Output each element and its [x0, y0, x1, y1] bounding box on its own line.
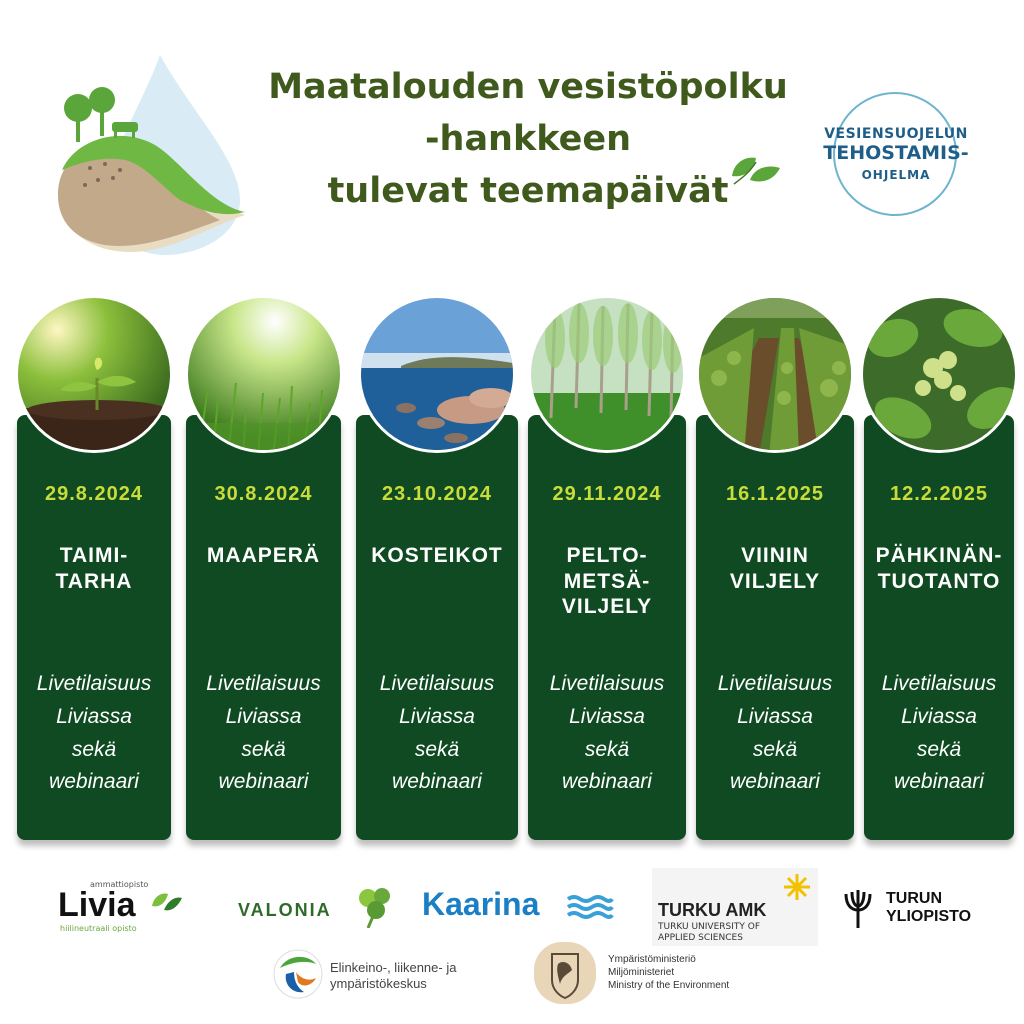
- event-theme: PELTO- METSÄ- VILJELY: [561, 544, 653, 619]
- event-theme: VIININ VILJELY: [729, 544, 821, 593]
- turun-yliopisto-logo: [838, 886, 988, 930]
- event-date: 16.1.2025: [726, 483, 824, 505]
- event-card-1: [17, 415, 171, 840]
- event-date: 30.8.2024: [214, 483, 313, 505]
- title-line-1: Maatalouden vesistöpolku: [268, 67, 788, 107]
- sun-icon: [782, 872, 812, 902]
- kaarina-name: Kaarina: [422, 886, 540, 922]
- event-theme: TAIMI- TARHA: [55, 544, 133, 593]
- event-date: 23.10.2024: [381, 483, 493, 505]
- turun-yliopisto-line-2: YLIOPISTO: [886, 908, 972, 925]
- ely-line-2: ympäristökeskus: [330, 976, 427, 991]
- valonia-logo: [238, 884, 398, 930]
- ministry-logo: [532, 940, 772, 1006]
- grass-photo: [185, 295, 343, 453]
- event-date: 12.2.2025: [890, 483, 988, 505]
- turku-amk-sub-1: TURKU UNIVERSITY OF: [658, 922, 761, 932]
- event-date: 29.11.2024: [552, 483, 662, 505]
- waves-icon: [566, 894, 614, 920]
- kaarina-logo: [422, 884, 618, 928]
- livia-logo: [58, 880, 188, 940]
- title-line-2: -hankkeen: [425, 118, 631, 159]
- page-title: [228, 62, 828, 217]
- ely-logo: [272, 948, 492, 1000]
- ministry-line-1: Ympäristöministeriö: [608, 954, 696, 965]
- event-card-3: [356, 415, 518, 840]
- lion-emblem-icon: [532, 940, 598, 1006]
- event-card-5: [696, 415, 854, 840]
- valonia-name: VALONIA: [238, 900, 332, 920]
- agroforestry-photo: [528, 295, 686, 453]
- clover-icon: [354, 884, 394, 928]
- leaf-icon: [150, 888, 184, 914]
- vineyard-photo: [696, 295, 854, 453]
- event-description: Livetilaisuus Liviassa sekä webinaari: [881, 672, 997, 794]
- event-date: 29.8.2024: [45, 483, 143, 505]
- leaf-icon: [728, 150, 782, 190]
- livia-name: Livia: [58, 886, 136, 924]
- event-description: Livetilaisuus Liviassa sekä webinaari: [717, 672, 833, 794]
- livia-top-text: ammattiopisto: [90, 880, 149, 889]
- badge-line-1: VESIENSUOJELUN: [824, 126, 968, 142]
- event-description: Livetilaisuus Liviassa sekä webinaari: [549, 672, 665, 794]
- lake-shore-photo: [358, 295, 516, 453]
- ministry-line-3: Ministry of the Environment: [608, 980, 730, 991]
- program-badge: [816, 92, 976, 222]
- event-description: Livetilaisuus Liviassa sekä webinaari: [379, 672, 495, 794]
- event-theme: MAAPERÄ: [206, 544, 321, 567]
- badge-line-3: OHJELMA: [861, 168, 931, 182]
- event-theme: PÄHKINÄN- TUOTANTO: [875, 544, 1003, 593]
- hazelnut-photo: [860, 295, 1018, 453]
- event-description: Livetilaisuus Liviassa sekä webinaari: [36, 672, 152, 794]
- turku-amk-name: TURKU AMK: [658, 900, 767, 920]
- torch-icon: [838, 886, 878, 930]
- badge-line-2: TEHOSTAMIS-: [823, 142, 969, 164]
- event-card-4: [528, 415, 686, 840]
- ely-line-1: Elinkeino-, liikenne- ja: [330, 960, 457, 975]
- event-card-2: [186, 415, 341, 840]
- title-line-3: tulevat teemapäivät: [327, 170, 729, 211]
- turun-yliopisto-line-1: TURUN: [886, 890, 942, 907]
- event-description: Livetilaisuus Liviassa sekä webinaari: [206, 672, 321, 794]
- event-card-6: [864, 415, 1014, 840]
- turku-amk-logo: [652, 868, 818, 946]
- ely-emblem-icon: [272, 948, 324, 1000]
- ministry-line-2: Miljöministeriet: [608, 967, 675, 978]
- seedling-photo: [15, 295, 173, 453]
- livia-sub-text: hiilineutraali opisto: [60, 924, 137, 933]
- turku-amk-sub-2: APPLIED SCIENCES: [658, 933, 743, 943]
- event-theme: KOSTEIKOT: [371, 544, 503, 567]
- project-logo-drop-icon: [50, 50, 250, 255]
